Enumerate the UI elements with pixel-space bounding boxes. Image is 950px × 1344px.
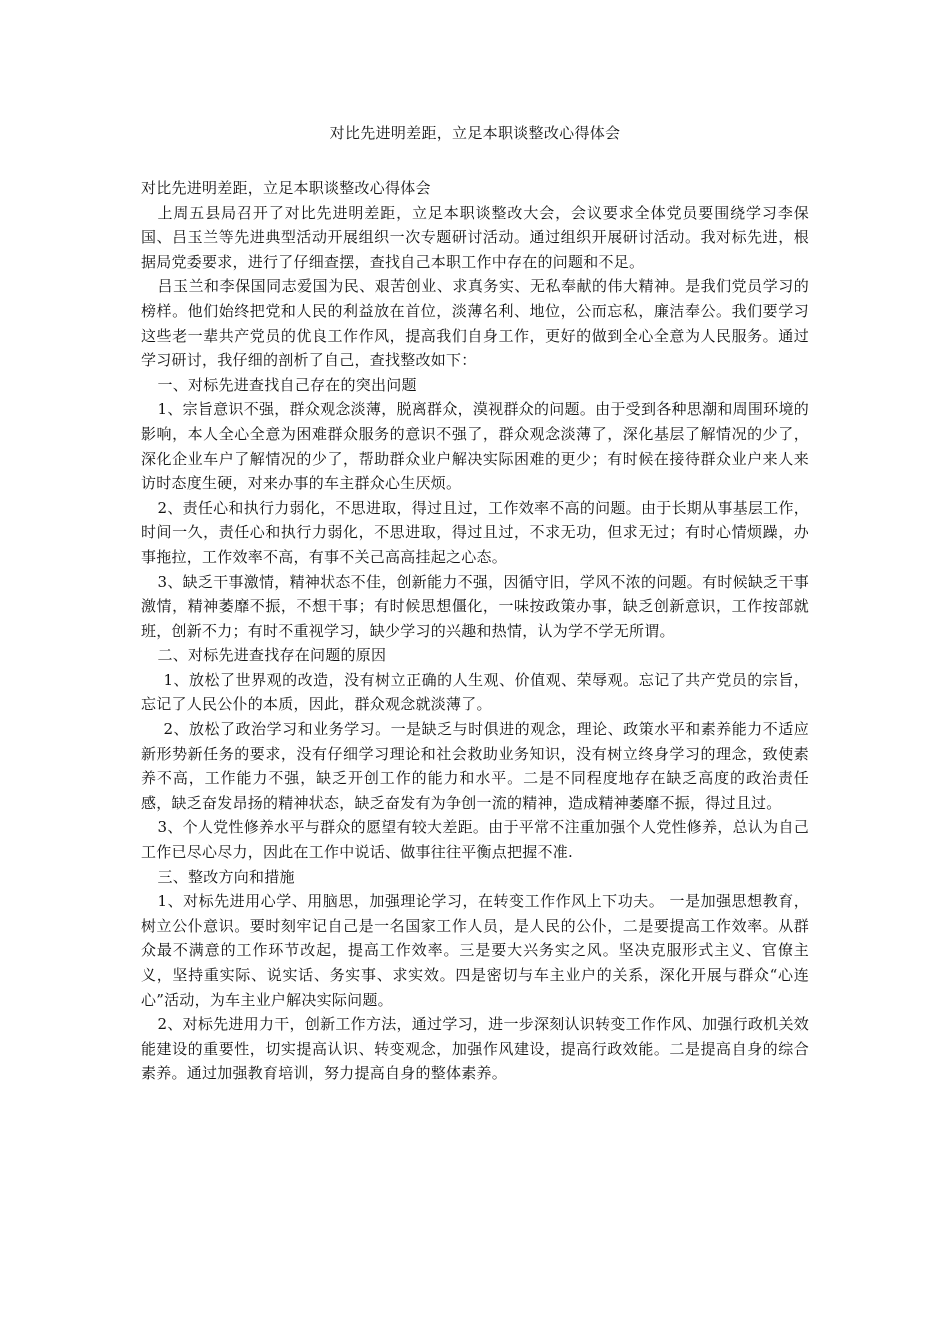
intro-paragraph: 上周五县局召开了对比先进明差距，立足本职谈整改大会，会议要求全体党员要围绕学习李保国、吕玉兰等先进典型活动开展组织一次专题研讨活动。通过组织开展研讨活动。我对标先进，根据局党委要求，进行了仔细查摆，查找自己本职工作中存在的问题和不足。 xyxy=(141,203,809,271)
cause-paragraph-3: 3、个人党性修养水平与群众的愿望有较大差距。由于平常不注重加强个人党性修养，总认为自己工作已尽心尽力，因此在工作中说话、做事往往平衡点把握不准. xyxy=(141,818,809,862)
measure-paragraph-2: 2、对标先进用力干，创新工作方法，通过学习，进一步深刻认识转变工作作风、加强行政机关效能建设的重要性，切实提高认识、转变观念，加强作风建设，提高行政效能。二是提高自身的综合素养。通过加强教育培训，努力提高自身的整体素养。 xyxy=(141,1015,809,1083)
document-page xyxy=(141,120,809,1086)
problem-paragraph-3: 3、缺乏干事激情，精神状态不佳，创新能力不强，因循守旧，学风不浓的问题。有时候缺乏干事激情，精神萎靡不振，不想干事；有时候思想僵化，一味按政策办事，缺乏创新意识，工作按部就班，创新不力；有时不重视学习，缺少学习的兴趣和热情，认为学不学无所谓。 xyxy=(141,572,809,640)
section-heading-2: 二、对标先进查找存在问题的原因 xyxy=(157,646,387,665)
problem-paragraph-1: 1、宗旨意识不强，群众观念淡薄，脱离群众，漠视群众的问题。由于受到各种思潮和周围环境的影响，本人全心全意为困难群众服务的意识不强了，群众观念淡薄了，深化基层了解情况的少了，深化企业车户了解情况的少了，帮助群众业户解决实际困难的更少；有时候在接待群众业户来人来访时态度生硬，对来办事的车主群众心生厌烦。 xyxy=(141,400,809,493)
section-heading-3: 三、整改方向和措施 xyxy=(157,867,295,886)
section-heading-1: 一、对标先进查找自己存在的突出问题 xyxy=(157,375,417,394)
problem-paragraph-2: 2、责任心和执行力弱化，不思进取，得过且过，工作效率不高的问题。由于长期从事基层工作，时间一久，责任心和执行力弱化，不思进取，得过且过，不求无功，但求无过；有时心情烦躁，办事拖拉，工作效率不高，有事不关己高高挂起之心态。 xyxy=(141,498,809,566)
subtitle-line: 对比先进明差距，立足本职谈整改心得体会 xyxy=(141,179,431,197)
document-title: 对比先进明差距，立足本职谈整改心得体会 xyxy=(329,124,621,142)
measure-paragraph-1: 1、对标先进用心学、用脑思，加强理论学习，在转变工作作风上下功夫。 一是加强思想教育，树立公仆意识。要时刻牢记自己是一名国家工作人员，是人民的公仆，二是要提高工作效率。从群众最不满意的工作环节改起，提高工作效率。三是要大兴务实之风。坚决克服形式主义、官僚主义，坚持重实际、说实话、务实事、求实效。四是密切与车主业户的关系，深化开展与群众“心连心”活动，为车主业户解决实际问题。 xyxy=(141,892,809,1009)
cause-paragraph-2: 2、放松了政治学习和业务学习。一是缺乏与时俱进的观念，理论、政策水平和素养能力不适应新形势新任务的要求，没有仔细学习理论和社会救助业务知识，没有树立终身学习的理念，致使素养不高，工作能力不强，缺乏开创工作的能力和水平。二是不同程度地存在缺乏高度的政治责任感，缺乏奋发昂扬的精神状态，缺乏奋发有为争创一流的精神，造成精神萎靡不振，得过且过。 xyxy=(141,720,809,812)
cause-paragraph-1: 1、放松了世界观的改造，没有树立正确的人生观、价值观、荣辱观。忘记了共产党员的宗旨，忘记了人民公仆的本质，因此，群众观念就淡薄了。 xyxy=(141,670,809,714)
role-model-paragraph: 吕玉兰和李保国同志爱国为民、艰苦创业、求真务实、无私奉献的伟大精神。是我们党员学习的榜样。他们始终把党和人民的利益放在首位，淡薄名利、地位，公而忘私，廉洁奉公。我们要学习这些老一辈共产党员的优良工作作风，提高我们自身工作，更好的做到全心全意为人民服务。通过学习研讨，我仔细的剖析了自己，查找整改如下： xyxy=(141,277,809,370)
